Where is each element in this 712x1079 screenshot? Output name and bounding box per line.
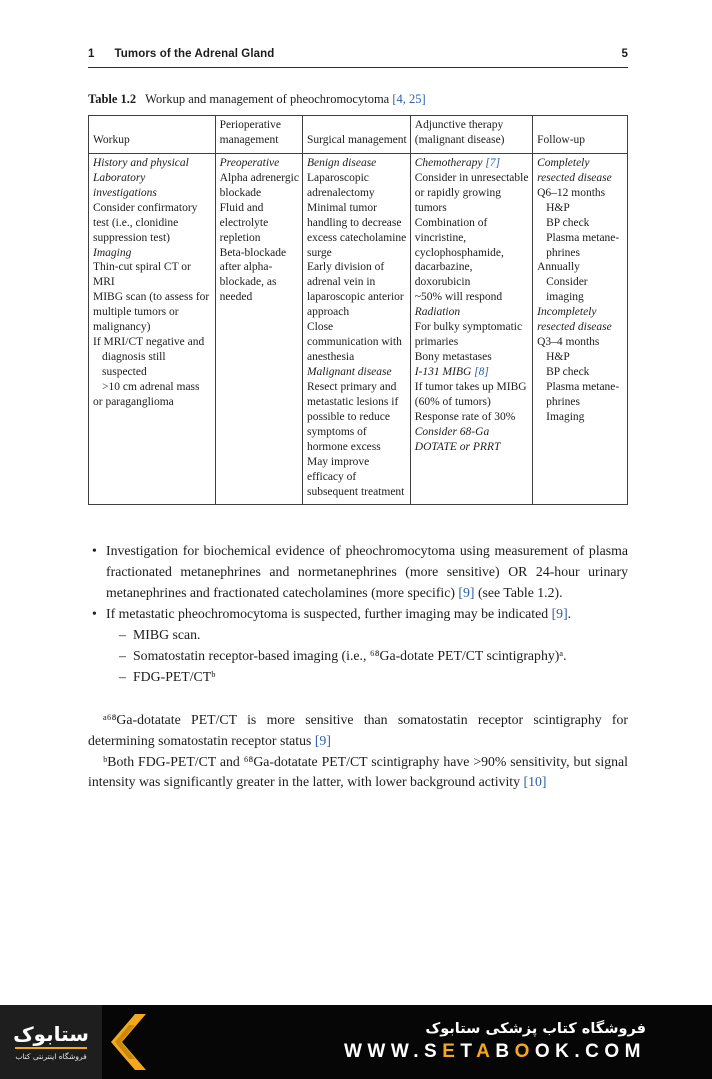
table-cell [302,153,410,505]
chapter-title: Tumors of the Adrenal Gland [114,48,275,60]
citation-ref[interactable]: [4, 25] [392,92,426,106]
bullet-text: If metastatic pheochromocytoma is suspected, further imaging may be indicated [9]. [106,606,572,622]
table-line: Consider 68-Ga DOTATE or PRRT [414,425,501,453]
table-cell [410,153,532,505]
table-column-header: Perioperative management [215,116,302,154]
table-line: Consider in unresectable or rapidly growing tumors [414,171,529,214]
table-line: Close communication with anesthesia [306,321,402,364]
setabook-chevron-icon [108,1013,148,1071]
table-line: Fluid and electrolyte repletion [219,201,269,244]
url-letter: O [604,1041,625,1062]
running-head-rule [88,67,628,68]
table-line: Alpha adrenergic blockade [219,171,299,199]
footnote: ᵇBoth FDG-PET/CT and ⁶⁸Ga-dotatate PET/CT scintigraphy have >90% sensitivity, but signal intensity was significantly greater in the latter, with lower background activity [10] [88,753,628,790]
table-line: May improve efficacy of subsequent treatment [306,455,405,498]
url-letter: C [585,1041,605,1062]
table-cell [533,153,628,505]
dash-item [92,625,628,646]
table-line: Malignant disease [306,366,392,378]
table-line: Bony metastases [414,351,492,364]
footer-tagline: فروشگاه کتاب پزشکی ستابوک [425,1021,646,1037]
table-line: Response rate of 30% [414,410,516,423]
table-line: Incompletely resected disease [537,306,612,334]
table-line: Plasma metane-phrines [546,231,620,259]
setabook-logo-subtitle: فروشگاه اینترنتی کتاب [15,1047,86,1061]
table-column-header: Workup [89,116,216,154]
setabook-logo[interactable] [0,1005,102,1079]
dash-marker: – [119,669,126,685]
chapter-number: 1 [88,48,95,60]
bullet-marker: • [92,543,97,559]
table-line: Q3–4 months [537,336,600,349]
url-letter: E [442,1041,461,1062]
footnotes [88,710,628,793]
table-line: Resect primary and metastatic lesions if possible to reduce symptoms of hormone excess [306,380,399,453]
table-caption [88,92,628,107]
footnote: ᵃ⁶⁸Ga-dotatate PET/CT is more sensitive than somatostatin receptor scintigraphy for determining somatostatin receptor status [9] [88,712,628,748]
url-letter: W [367,1041,391,1062]
citation-ref[interactable]: [9] [551,606,568,622]
dash-text: FDG-PET/CTᵇ [133,669,216,685]
url-letter: W [390,1041,414,1062]
url-letter: O [534,1041,556,1062]
table-line: If tumor takes up MIBG (60% of tumors) [414,380,527,408]
bullet-item [92,541,628,604]
dash-marker: – [119,648,126,664]
table-line: Radiation [414,306,461,319]
url-letter: . [413,1041,425,1062]
table-line: BP check [546,216,590,229]
table-line: Consider imaging [546,276,588,304]
table-column-header: Surgical management [302,116,410,154]
table-caption-label: Table 1.2 [88,92,137,106]
dash-text: Somatostatin receptor-based imaging (i.e., ⁶⁸Ga-dotate PET/CT scintigraphy)ᵃ. [133,648,567,664]
table-line: or paraganglioma [93,395,174,408]
bullet-item [92,604,628,625]
table-line: Consider confirmatory test (i.e., clonidine suppression test) [93,201,198,244]
table-line: Minimal tumor handling to decrease excess catecholamine surge [306,201,407,259]
bullet-marker: • [92,606,97,622]
table-cell [215,153,302,505]
dash-marker: – [119,627,126,643]
table-header-row [89,116,628,154]
site-url[interactable] [344,1041,646,1063]
table-line: >10 cm adrenal mass [102,380,200,393]
citation-ref[interactable]: [9] [458,585,475,601]
url-letter: S [424,1041,443,1062]
dash-item [92,667,628,688]
url-letter: T [460,1041,477,1062]
running-head [88,48,628,60]
url-letter: B [495,1041,515,1062]
table-column-header: Adjunctive therapy (malignant disease) [410,116,532,154]
table-line: Annually [537,261,580,274]
table-line: Combination of vincristine, cyclophosphamide, dacarbazine, doxorubicin [414,216,504,289]
page-number: 5 [621,48,628,60]
bullet-list [88,541,628,688]
table-line: I-131 MIBG [8] [414,366,489,378]
table-line: Laparoscopic adrenalectomy [306,171,375,199]
site-footer [0,1005,712,1079]
table-line: Imaging [93,246,132,259]
bullet-text: Investigation for biochemical evidence of pheochromocytoma using measurement of plasma fractionated metanephrines and normetanephrines (more sensitive) OR 24-hour urinary metanephrines and fractionated catecholamines (more specific) [9] (see Table 1.2). [106,543,628,601]
table-line: Completely resected disease [537,156,612,184]
table-line: Preoperative [219,156,280,169]
table-line: ~50% will respond [414,291,503,304]
table-line: For bulky symptomatic primaries [414,321,523,349]
citation-ref[interactable]: [8] [474,366,489,378]
table-line: Plasma metane-phrines [546,380,620,408]
citation-ref[interactable]: [7] [485,156,501,169]
table-column-header: Follow-up [533,116,628,154]
footer-text [148,1021,712,1063]
table-body-row [89,153,628,505]
url-letter: M [624,1041,646,1062]
table-line: Imaging [546,410,585,423]
citation-ref[interactable]: [9] [314,732,331,748]
setabook-logo-wordmark: ستابوک [13,1021,89,1046]
dash-text: MIBG scan. [133,627,201,643]
table-line: Chemotherapy [7] [414,156,501,169]
url-letter: K [555,1041,575,1062]
url-letter: A [476,1041,496,1062]
url-letter: . [574,1041,586,1062]
table-line: MIBG scan (to assess for multiple tumors or malignancy) [93,291,210,334]
url-letter: O [514,1041,535,1062]
table-line: Benign disease [306,156,377,169]
citation-ref[interactable]: [10] [523,774,547,790]
table-line: Thin-cut spiral CT or MRI [93,261,191,289]
dash-item [92,646,628,667]
table-line: Laboratory investigations [93,171,157,199]
table-line: Q6–12 months [537,186,606,199]
table-line: H&P [546,201,570,214]
table-caption-text: Workup and management of pheochromocytoma [145,92,393,106]
url-letter: W [343,1041,368,1062]
table-line: Early division of adrenal vein in laparoscopic anterior approach [306,261,404,319]
table-line: History and physical [93,156,189,169]
table-cell [89,153,216,505]
table-line: BP check [546,366,590,378]
table-line: If MRI/CT negative and diagnosis still suspected [93,336,205,378]
workup-table [88,115,628,505]
table-line: Beta-blockade after alpha-blockade, as needed [219,246,287,304]
table-line: H&P [546,351,570,364]
